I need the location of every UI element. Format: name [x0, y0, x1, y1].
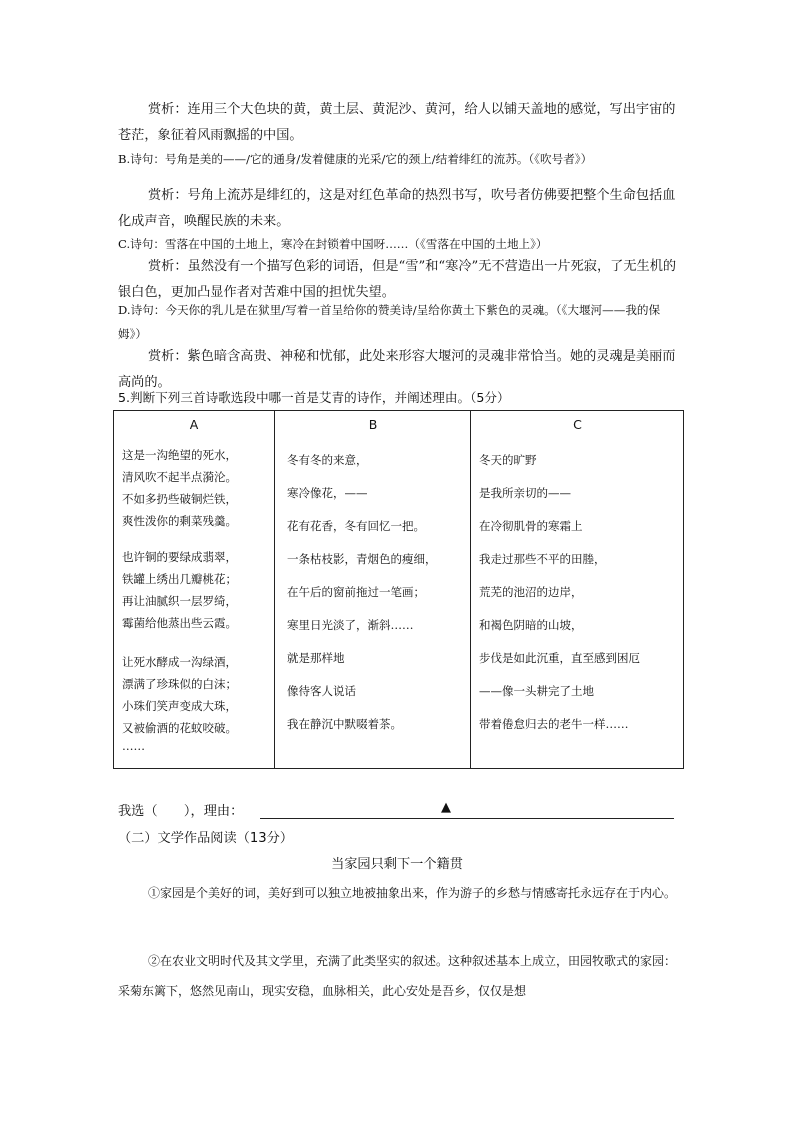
poem-line: …… [122, 739, 145, 753]
poem-line: ——像一头耕完了土地 [479, 684, 594, 698]
article-title: 当家园只剩下一个籍贯 [331, 857, 463, 872]
poem-line: 一条枯枝影，青烟色的瘦细， [287, 552, 437, 566]
poem-line: 和褐色阴暗的山坡， [479, 618, 583, 632]
poems-table [113, 410, 684, 769]
appreciation-a: 赏析：连用三个大色块的黄，黄土层、黄泥沙、黄河，给人以铺天盖地的感觉，写出宇宙的苍茫，象征着风雨飘摇的中国。 [118, 102, 676, 143]
article-paragraph-2: ②在农业文明时代及其文学里，充满了此类坚实的叙述。这种叙述基本上成立，田园牧歌式的家园：采菊东篱下，悠然见南山，现实安稳，血脉相关，此心安处是吾乡，仅仅是想 [118, 954, 677, 998]
poem-line: 我在静沉中默啜着茶。 [287, 717, 402, 731]
poem-line: 铁罐上绣出几瓣桃花； [122, 572, 237, 586]
poem-line: 再让油腻织一层罗绮， [122, 594, 237, 608]
poem-line: 又被偷酒的花蚊咬破。 [122, 721, 237, 735]
poem-line: 不如多扔些破铜烂铁， [122, 492, 237, 506]
column-c-header: C [573, 417, 582, 432]
poem-line: 冬天的旷野 [479, 453, 537, 467]
poem-b: B.诗句：号角是美的——/它的通身/发着健康的光采/它的颈上/结着绯红的流苏。（《吹号者》） [118, 152, 593, 166]
poem-line: 就是那样地 [287, 651, 345, 665]
column-b [274, 411, 471, 768]
poem-line: 花有花香，冬有回忆一把。 [287, 519, 425, 533]
poem-c: C.诗句：雪落在中国的土地上，寒冷在封锁着中国呀……（《雪落在中国的土地上》） [118, 237, 548, 251]
poem-line: 像待客人说话 [287, 684, 356, 698]
poem-line: 带着倦怠归去的老牛一样…… [479, 717, 629, 731]
poem-line: 漂满了珍珠似的白沫； [122, 677, 237, 691]
poem-line: 也许铜的要绿成翡翠， [122, 550, 237, 564]
poem-line: 冬有冬的来意， [287, 453, 368, 467]
section-heading: （二）文学作品阅读（13分） [118, 831, 294, 846]
poem-line: 寒冷像花，—— [287, 486, 368, 500]
poem-line: 这是一沟绝望的死水， [122, 448, 237, 462]
poem-line: 霉菌给他蒸出些云霞。 [122, 616, 237, 630]
poem-line: 步伐是如此沉重，直至感到困厄 [479, 651, 640, 665]
column-a-header: A [189, 417, 199, 432]
answer-marker: ▲ [441, 800, 451, 815]
poem-d: D.诗句：今天你的乳儿是在狱里/写着一首呈给你的赞美诗/呈给你黄土下紫色的灵魂。（《大堰河——我的保姆》） [118, 303, 661, 341]
poem-line: 爽性泼你的剩菜残羹。 [122, 514, 237, 528]
poem-line: 我走过那些不平的田塍， [479, 552, 606, 566]
poem-line: 荒芜的池沼的边岸， [479, 585, 583, 599]
poem-line: 清风吹不起半点漪沦。 [122, 470, 237, 484]
poem-line: 在午后的窗前拖过一笔画； [287, 585, 425, 599]
poem-line: 是我所亲切的—— [479, 486, 571, 500]
column-c [470, 411, 684, 768]
appreciation-c: 赏析：虽然没有一个描写色彩的词语，但是“雪”和“寒冷”无不营造出一片死寂，了无生机的银白色，更加凸显作者对苦难中国的担忧失望。 [118, 259, 677, 300]
poem-line: 寒里日光淡了，渐斜…… [287, 618, 414, 632]
poem-line: 在冷彻肌骨的寒霜上 [479, 519, 583, 533]
poem-line: 小珠们笑声变成大珠， [122, 699, 237, 713]
answer-blank[interactable] [260, 818, 674, 819]
appreciation-b: 赏析：号角上流苏是绯红的，这是对红色革命的热烈书写，吹号者仿佛要把整个生命包括血化成声音，唤醒民族的未来。 [118, 188, 676, 229]
article-paragraph-1: ①家园是个美好的词，美好到可以独立地被抽象出来，作为游子的乡愁与情感寄托永远存在于内心。 [148, 886, 677, 900]
question-5: 5.判断下列三首诗歌选段中哪一首是艾青的诗作，并阐述理由。（5分） [118, 390, 510, 405]
appreciation-d: 赏析：紫色暗含高贵、神秘和忧郁，此处来形容大堰河的灵魂非常恰当。她的灵魂是美丽而高尚的。 [118, 349, 676, 390]
column-a [114, 411, 274, 768]
answer-prompt: 我选（ ），理由： [118, 804, 244, 819]
poem-line: 让死水酵成一沟绿酒， [122, 655, 237, 669]
column-b-header: B [368, 417, 378, 432]
